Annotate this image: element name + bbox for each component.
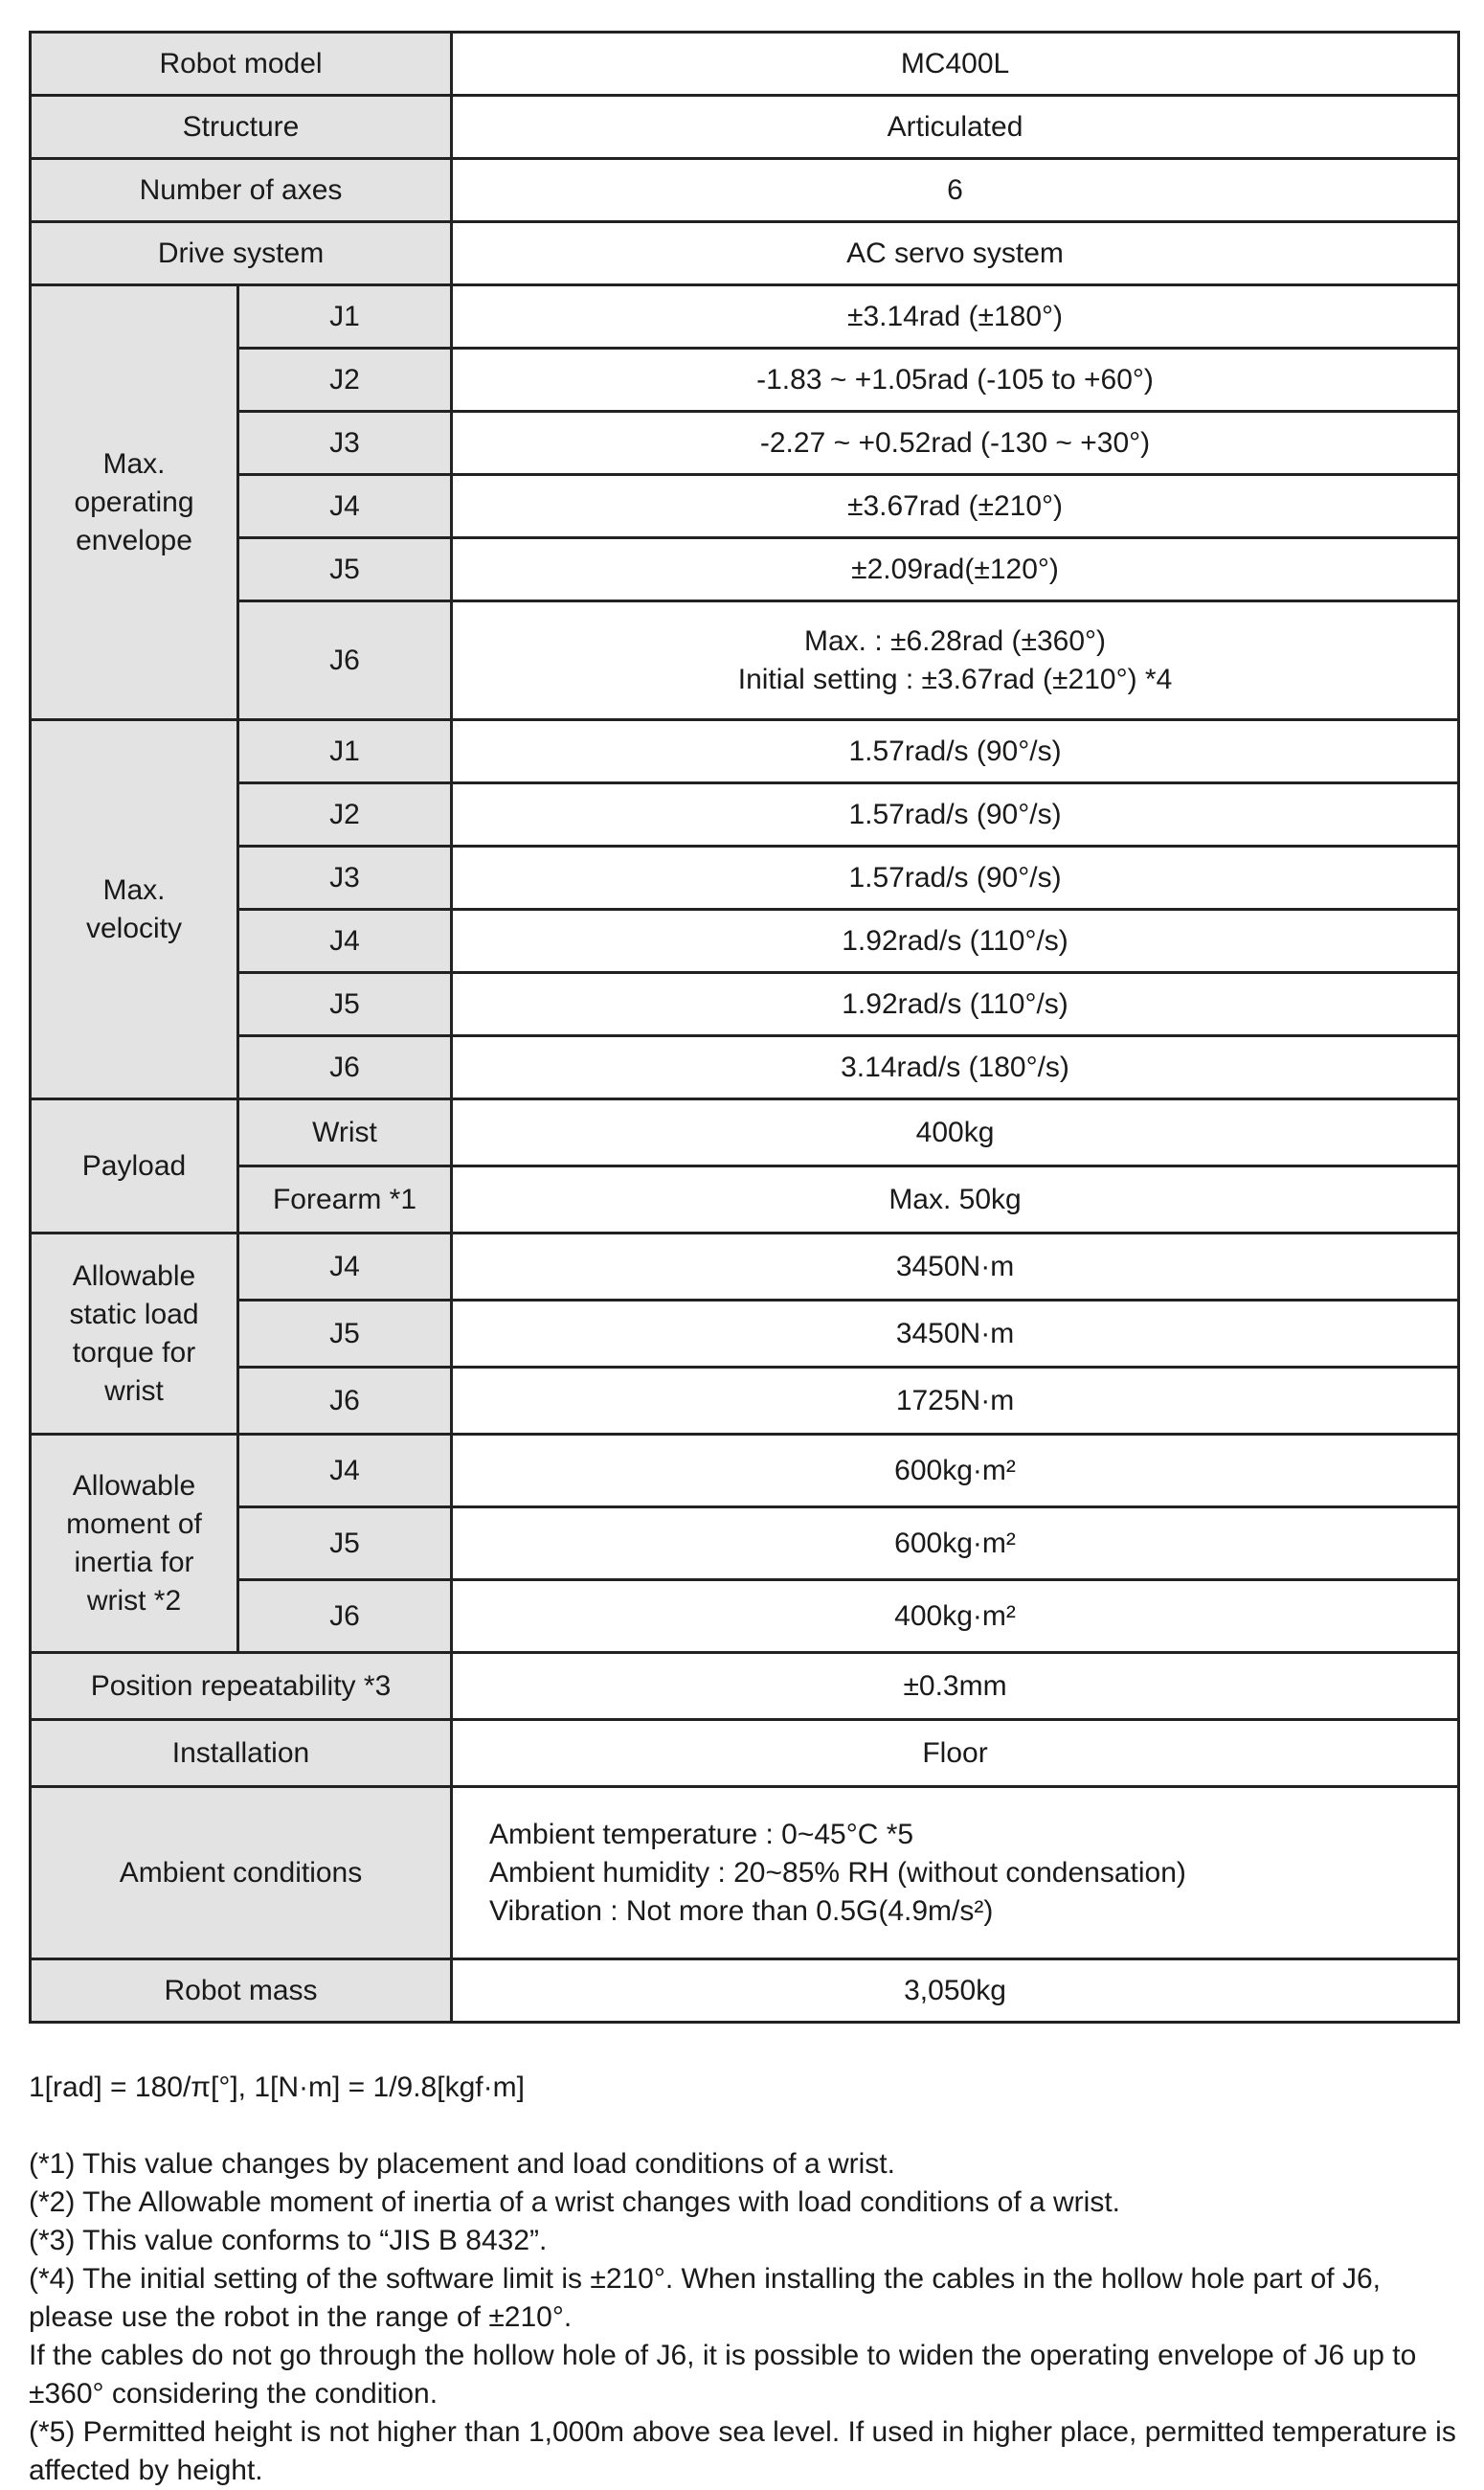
torque-axis: J4 [238, 1234, 452, 1301]
velocity-row [31, 847, 1459, 910]
footnote: (*2) The Allowable moment of inertia of a wrist changes with load conditions of a wrist. [29, 2186, 1120, 2218]
structure-value: Articulated [452, 96, 1459, 159]
torque-axis: J5 [238, 1301, 452, 1368]
inertia-label: Allowable moment of inertia for wrist *2 [31, 1435, 238, 1653]
envelope-axis: J4 [238, 475, 452, 538]
torque-row [31, 1368, 1459, 1435]
ambient-conditions-label: Ambient conditions [31, 1787, 452, 1959]
velocity-value: 1.57rad/s (90°/s) [452, 847, 1459, 910]
torque-row [31, 1301, 1459, 1368]
inertia-row [31, 1580, 1459, 1653]
structure-label: Structure [31, 96, 452, 159]
footnote-list [29, 2145, 1460, 2490]
robot-model-label: Robot model [31, 33, 452, 96]
velocity-value: 1.57rad/s (90°/s) [452, 720, 1459, 783]
envelope-value: ±3.67rad (±210°) [452, 475, 1459, 538]
inertia-value: 400kg·m² [452, 1580, 1459, 1653]
inertia-value: 600kg·m² [452, 1435, 1459, 1507]
robot-mass-row [31, 1959, 1459, 2023]
position-repeatability-value: ±0.3mm [452, 1653, 1459, 1720]
velocity-row [31, 720, 1459, 783]
spec-table [29, 31, 1460, 2024]
drive-system-value: AC servo system [452, 222, 1459, 285]
payload-axis: Forearm *1 [238, 1166, 452, 1234]
envelope-row [31, 601, 1459, 720]
envelope-axis: J6 [238, 601, 452, 720]
velocity-value: 3.14rad/s (180°/s) [452, 1036, 1459, 1099]
envelope-axis: J2 [238, 349, 452, 412]
velocity-value: 1.57rad/s (90°/s) [452, 783, 1459, 847]
inertia-row [31, 1507, 1459, 1580]
payload-axis: Wrist [238, 1099, 452, 1166]
structure-row [31, 96, 1459, 159]
footnote: If the cables do not go through the hollow hole of J6, it is possible to widen the operating envelope of J6 up to ±360° considering the condition. [29, 2340, 1417, 2410]
inertia-value: 600kg·m² [452, 1507, 1459, 1580]
torque-value: 3450N·m [452, 1234, 1459, 1301]
velocity-axis: J6 [238, 1036, 452, 1099]
envelope-axis: J5 [238, 538, 452, 601]
velocity-axis: J1 [238, 720, 452, 783]
envelope-label: Max. operating envelope [31, 285, 238, 720]
payload-row [31, 1099, 1459, 1166]
torque-value: 3450N·m [452, 1301, 1459, 1368]
drive-system-label: Drive system [31, 222, 452, 285]
inertia-axis: J6 [238, 1580, 452, 1653]
envelope-value: Max. : ±6.28rad (±360°) Initial setting : ±3.67rad (±210°) *4 [452, 601, 1459, 720]
footnote: (*5) Permitted height is not higher than 1,000m above sea level. If used in higher place, permitted temperature is affected by height. [29, 2416, 1456, 2486]
installation-value: Floor [452, 1720, 1459, 1787]
envelope-axis: J3 [238, 412, 452, 475]
conversion-note: 1[rad] = 180/π[°], 1[N·m] = 1/9.8[kgf·m] [29, 2071, 525, 2103]
robot-mass-value: 3,050kg [452, 1959, 1459, 2023]
velocity-axis: J4 [238, 910, 452, 973]
envelope-value: ±2.09rad(±120°) [452, 538, 1459, 601]
velocity-label: Max. velocity [31, 720, 238, 1099]
envelope-row [31, 349, 1459, 412]
torque-axis: J6 [238, 1368, 452, 1435]
installation-label: Installation [31, 1720, 452, 1787]
robot-model-value: MC400L [452, 33, 1459, 96]
footnote: (*4) The initial setting of the software limit is ±210°. When installing the cables in the hollow hole part of J6, please use the robot in the range of ±210°. [29, 2263, 1381, 2333]
torque-row [31, 1234, 1459, 1301]
velocity-axis: J3 [238, 847, 452, 910]
spec-table-body [31, 33, 1459, 2023]
number-of-axes-row [31, 159, 1459, 222]
envelope-row [31, 538, 1459, 601]
envelope-row [31, 412, 1459, 475]
notes [29, 2069, 1460, 2490]
envelope-value: ±3.14rad (±180°) [452, 285, 1459, 349]
envelope-row [31, 285, 1459, 349]
footnote: (*3) This value conforms to “JIS B 8432”. [29, 2225, 548, 2256]
inertia-axis: J5 [238, 1507, 452, 1580]
ambient-conditions-row [31, 1787, 1459, 1959]
inertia-axis: J4 [238, 1435, 452, 1507]
velocity-value: 1.92rad/s (110°/s) [452, 910, 1459, 973]
installation-row [31, 1720, 1459, 1787]
velocity-row [31, 973, 1459, 1036]
payload-value: Max. 50kg [452, 1166, 1459, 1234]
velocity-axis: J5 [238, 973, 452, 1036]
position-repeatability-label: Position repeatability *3 [31, 1653, 452, 1720]
velocity-row [31, 783, 1459, 847]
robot-mass-label: Robot mass [31, 1959, 452, 2023]
envelope-value: -2.27 ~ +0.52rad (-130 ~ +30°) [452, 412, 1459, 475]
inertia-row [31, 1435, 1459, 1507]
position-repeatability-row [31, 1653, 1459, 1720]
torque-label: Allowable static load torque for wrist [31, 1234, 238, 1435]
velocity-value: 1.92rad/s (110°/s) [452, 973, 1459, 1036]
envelope-row [31, 475, 1459, 538]
velocity-row [31, 1036, 1459, 1099]
ambient-conditions-value: Ambient temperature : 0~45°C *5 Ambient humidity : 20~85% RH (without condensation) Vibration : Not more than 0.5G(4.9m/s²) [452, 1787, 1459, 1959]
envelope-axis: J1 [238, 285, 452, 349]
payload-row [31, 1166, 1459, 1234]
velocity-axis: J2 [238, 783, 452, 847]
number-of-axes-value: 6 [452, 159, 1459, 222]
torque-value: 1725N·m [452, 1368, 1459, 1435]
velocity-row [31, 910, 1459, 973]
number-of-axes-label: Number of axes [31, 159, 452, 222]
footnote: (*1) This value changes by placement and load conditions of a wrist. [29, 2148, 895, 2180]
drive-system-row [31, 222, 1459, 285]
envelope-value: -1.83 ~ +1.05rad (-105 to +60°) [452, 349, 1459, 412]
robot-model-row [31, 33, 1459, 96]
payload-value: 400kg [452, 1099, 1459, 1166]
payload-label: Payload [31, 1099, 238, 1234]
